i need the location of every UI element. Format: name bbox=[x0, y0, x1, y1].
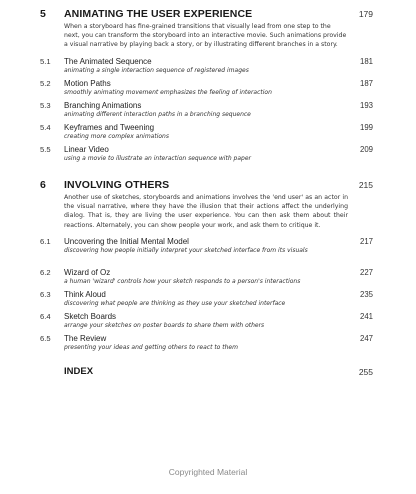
section-title: Linear Video bbox=[64, 145, 109, 154]
section-description: discovering how people initially interpret your sketched interface from its visuals bbox=[64, 247, 308, 254]
chapter-title: INVOLVING OTHERS bbox=[64, 179, 170, 191]
section-description: a human 'wizard' controls how your sketch responds to a person's interactions bbox=[64, 278, 301, 285]
chapter-number: 5 bbox=[40, 8, 46, 20]
chapter-number: 6 bbox=[40, 179, 46, 191]
copyright-footer: Copyrighted Material bbox=[168, 467, 248, 477]
section-title: The Animated Sequence bbox=[64, 57, 152, 66]
section-page: 199 bbox=[359, 123, 373, 132]
section-title: Keyframes and Tweening bbox=[64, 123, 155, 132]
section-page: 181 bbox=[359, 57, 373, 66]
section-page: 187 bbox=[359, 79, 373, 88]
chapter-description: When a storyboard has fine-grained transitions that visually lead from one step to the next, you can transform the storyboard into an interactive movie. Such animations provide a visual narrative by playing back a story, or by illustrating different branches in a story. bbox=[64, 23, 347, 49]
section-number: 5.3 bbox=[40, 101, 51, 110]
section-page: 209 bbox=[359, 145, 373, 154]
section-title: Wizard of Oz bbox=[64, 268, 111, 277]
section-page: 241 bbox=[359, 312, 373, 321]
chapter-title: ANIMATING THE USER EXPERIENCE bbox=[64, 8, 253, 20]
chapter-page: 179 bbox=[358, 9, 373, 19]
section-number: 5.4 bbox=[40, 123, 51, 132]
section-description: discovering what people are thinking as they use your sketched interface bbox=[64, 300, 286, 307]
chapter-description: Another use of sketches, storyboards and animations involves the 'end user' as an actor in the visual narrative, where they have the illusion that their actions affect the underlying dialog. That is, they are living the user experience. You can then ask them about their reactions. Alternately, you can show people your work, and ask them to critique it. bbox=[64, 194, 348, 229]
section-title: Uncovering the Initial Mental Model bbox=[64, 237, 189, 246]
section-page: 247 bbox=[359, 334, 373, 343]
section-number: 5.2 bbox=[40, 79, 51, 88]
index-title: INDEX bbox=[64, 366, 94, 377]
section-number: 6.2 bbox=[40, 268, 51, 277]
section-number: 5.1 bbox=[40, 57, 51, 66]
section-description: animating a single interaction sequence of registered images bbox=[64, 67, 249, 74]
index-page: 255 bbox=[358, 367, 373, 377]
section-description: using a movie to illustrate an interaction sequence with paper bbox=[64, 155, 251, 162]
section-description: smoothly animating movement emphasizes the feeling of interaction bbox=[64, 89, 272, 96]
section-page: 217 bbox=[359, 237, 373, 246]
section-number: 5.5 bbox=[40, 145, 51, 154]
section-number: 6.3 bbox=[40, 290, 51, 299]
section-description: creating more complex animations bbox=[64, 133, 169, 140]
section-number: 6.4 bbox=[40, 312, 51, 321]
section-title: Motion Paths bbox=[64, 79, 111, 88]
section-description: arrange your sketches on poster boards to share them with others bbox=[64, 322, 265, 329]
section-number: 6.1 bbox=[40, 237, 51, 246]
section-description: presenting your ideas and getting others to react to them bbox=[64, 344, 238, 351]
section-title: The Review bbox=[64, 334, 107, 343]
section-title: Think Aloud bbox=[64, 290, 106, 299]
section-title: Sketch Boards bbox=[64, 312, 117, 321]
section-page: 235 bbox=[359, 290, 373, 299]
section-description: animating different interaction paths in a branching sequence bbox=[64, 111, 251, 118]
section-page: 193 bbox=[359, 101, 373, 110]
section-number: 6.5 bbox=[40, 334, 51, 343]
section-page: 227 bbox=[359, 268, 373, 277]
section-title: Branching Animations bbox=[64, 101, 142, 110]
chapter-page: 215 bbox=[358, 180, 373, 190]
